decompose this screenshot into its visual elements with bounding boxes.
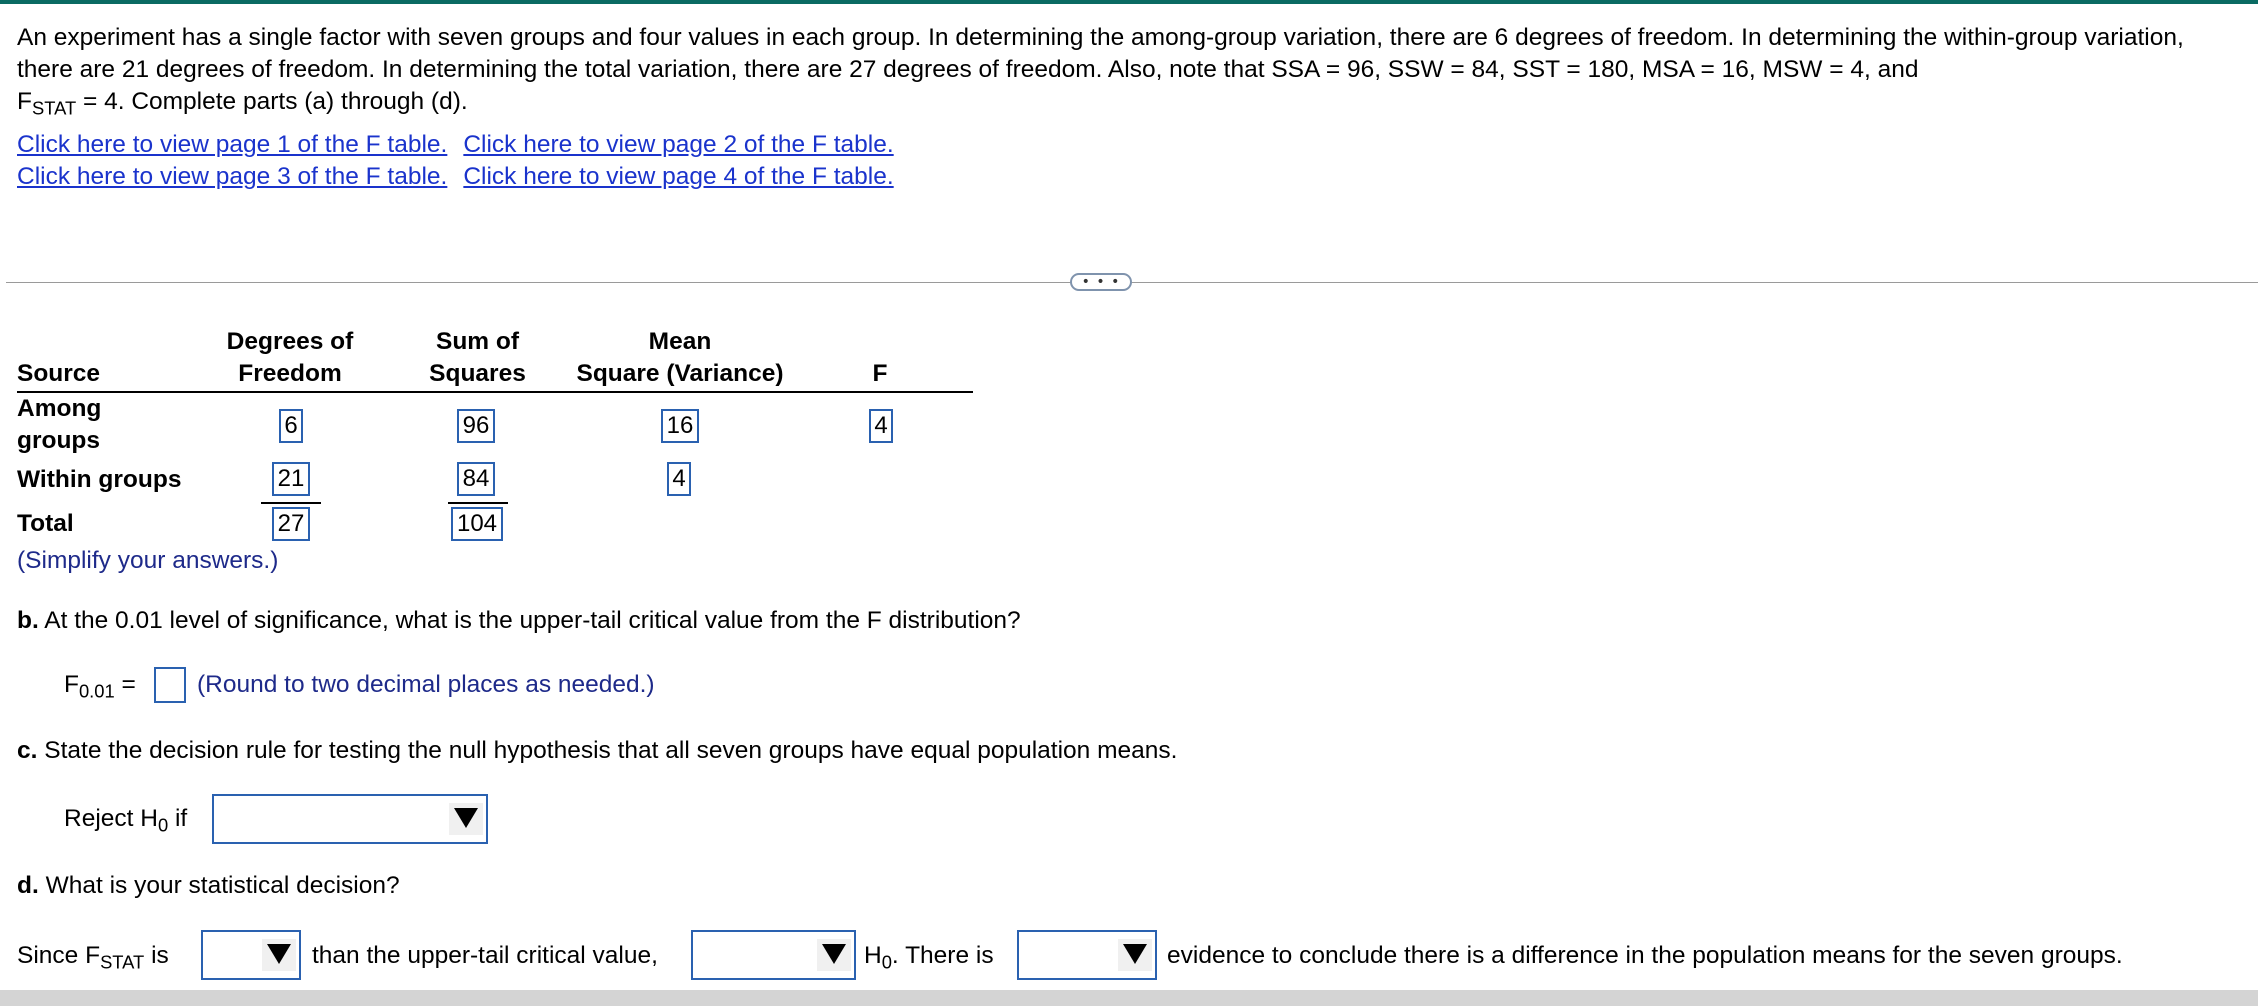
bottom-toolbar xyxy=(0,990,2258,1006)
h0-there-is-text: $H_0$. There is xyxy=(864,942,994,973)
since-fstat-label: Since $F_{STAT}$ is xyxy=(17,942,169,973)
f-critical-label: $F_{0.01}$ = xyxy=(64,671,136,702)
problem-statement xyxy=(17,22,2227,118)
evidence-conclusion-text: evidence to conclude there is a difference in the population means for the seven groups. xyxy=(1167,942,2123,969)
header-source: Source xyxy=(17,360,101,387)
row-label-among: Among groups xyxy=(17,395,102,454)
header-df: Degrees of Freedom xyxy=(226,328,354,387)
within-ss-input[interactable]: 84 xyxy=(457,462,495,496)
part-d-question: d. What is your statistical decision? xyxy=(17,872,400,899)
total-df-input[interactable]: 27 xyxy=(272,507,310,541)
row-label-within: Within groups xyxy=(17,466,182,493)
header-ms: Mean Square (Variance) xyxy=(576,328,784,387)
total-ss-input[interactable]: 104 xyxy=(451,507,503,541)
header-ss: Sum of Squares xyxy=(429,328,526,387)
header-f: F xyxy=(872,360,888,387)
part-c-question: c. State the decision rule for testing the null hypothesis that all seven groups have equal population means. xyxy=(17,737,1178,764)
top-accent-bar xyxy=(0,0,2258,4)
comparison-dropdown[interactable] xyxy=(201,930,301,980)
chevron-down-icon xyxy=(454,808,478,828)
problem-text: An experiment has a single factor with seven groups and four values in each group. In determining the among-group variation, there are 6 degrees of freedom. In determining the within-group variation, there are 21 degrees of freedom. In determining the total variation, there are 27 degrees of freedom. Also, note that SSA = 96, SSW = 84, SST = 180, MSA = 16, MSW = 4, and xyxy=(17,24,2184,83)
header-rule xyxy=(17,391,973,393)
f-table-page-4-link[interactable]: Click here to view page 4 of the F table. xyxy=(463,163,894,190)
within-df-input[interactable]: 21 xyxy=(272,462,310,496)
f-table-links xyxy=(17,129,910,193)
ss-sum-rule xyxy=(448,502,508,504)
df-sum-rule xyxy=(261,502,321,504)
f-critical-input[interactable] xyxy=(154,667,186,703)
round-hint: (Round to two decimal places as needed.) xyxy=(197,671,655,698)
within-ms-input[interactable]: 4 xyxy=(667,462,691,496)
decision-rule-dropdown[interactable] xyxy=(212,794,488,844)
reject-h0-label: Reject $H_0$ if xyxy=(64,805,188,836)
problem-fstat-suffix: = 4. Complete parts (a) through (d). xyxy=(76,88,468,115)
than-critical-text: than the upper-tail critical value, xyxy=(312,942,658,969)
reject-decision-dropdown[interactable] xyxy=(691,930,856,980)
chevron-down-icon xyxy=(1123,944,1147,964)
chevron-down-icon xyxy=(822,944,846,964)
evidence-dropdown[interactable] xyxy=(1017,930,1157,980)
f-table-page-3-link[interactable]: Click here to view page 3 of the F table. xyxy=(17,163,448,190)
row-label-total: Total xyxy=(17,510,74,537)
part-b-question: b. At the 0.01 level of significance, what is the upper-tail critical value from the F distribution? xyxy=(17,607,1021,634)
chevron-down-icon xyxy=(267,944,291,964)
fstat-label: $F_{STAT}$ xyxy=(17,88,77,119)
among-df-input[interactable]: 6 xyxy=(279,409,303,443)
among-f-input[interactable]: 4 xyxy=(869,409,893,443)
f-table-page-1-link[interactable]: Click here to view page 1 of the F table. xyxy=(17,131,448,158)
simplify-note: (Simplify your answers.) xyxy=(17,547,279,574)
among-ms-input[interactable]: 16 xyxy=(661,409,699,443)
section-divider xyxy=(6,282,2258,283)
expand-more-button[interactable]: • • • xyxy=(1070,273,1132,291)
f-table-page-2-link[interactable]: Click here to view page 2 of the F table. xyxy=(463,131,894,158)
among-ss-input[interactable]: 96 xyxy=(457,409,495,443)
